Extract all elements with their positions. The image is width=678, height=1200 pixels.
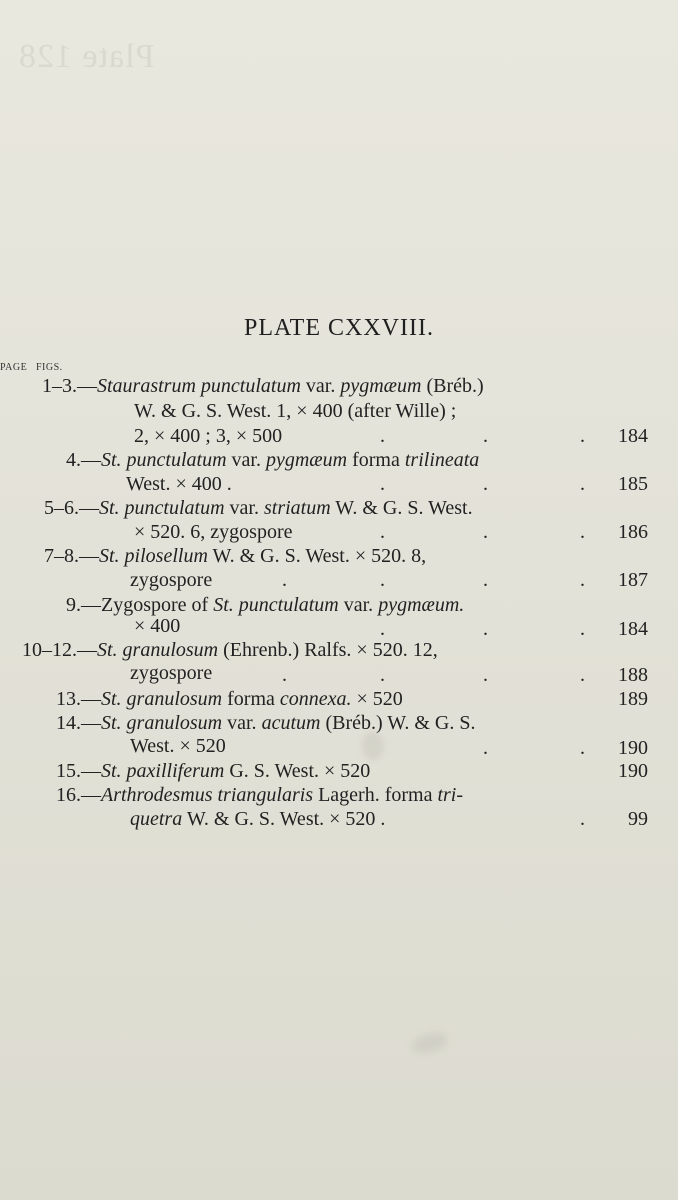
page-header: PAGE bbox=[0, 362, 28, 373]
page-number: 189 bbox=[618, 688, 648, 710]
leader-dot: . bbox=[580, 569, 585, 591]
page-number: 184 bbox=[618, 618, 648, 640]
entry-line: 10–12.—St. granulosum (Ehrenb.) Ralfs. × 520. 12, bbox=[22, 639, 438, 661]
entry-line: W. & G. S. West. 1, × 400 (after Wille) ; bbox=[134, 400, 457, 422]
leader-dot: . bbox=[380, 569, 385, 591]
entry-line: 16.—Arthrodesmus triangularis Lagerh. forma tri- bbox=[56, 784, 464, 806]
page-number: 190 bbox=[618, 737, 648, 759]
leader-dot: . bbox=[483, 521, 488, 543]
entry-line: 13.—St. granulosum forma connexa. × 520 bbox=[56, 688, 403, 710]
leader-dot: . bbox=[483, 425, 488, 447]
entry-line: 4.—St. punctulatum var. pygmæum forma trilineata bbox=[66, 449, 480, 471]
leader-dot: . bbox=[483, 737, 488, 759]
page-number: 190 bbox=[618, 760, 648, 782]
figs-header: FIGS. bbox=[36, 362, 63, 373]
entry-line: quetra W. & G. S. West. × 520 . bbox=[130, 808, 386, 830]
leader-dot: . bbox=[580, 425, 585, 447]
show-through-text: Plate 128 bbox=[18, 38, 155, 75]
leader-dot: . bbox=[380, 618, 385, 640]
leader-dot: . bbox=[580, 473, 585, 495]
entry-line: 7–8.—St. pilosellum W. & G. S. West. × 520. 8, bbox=[44, 545, 427, 567]
entry-line: 1–3.—Staurastrum punctulatum var. pygmæum (Bréb.) bbox=[42, 375, 484, 397]
page-number: 187 bbox=[618, 569, 648, 591]
entry-line: zygospore bbox=[130, 569, 213, 591]
entry-line: West. × 400 . bbox=[126, 473, 232, 495]
entry-line: 15.—St. paxilliferum G. S. West. × 520 bbox=[56, 760, 371, 782]
leader-dot: . bbox=[380, 664, 385, 686]
entry-line: 14.—St. granulosum var. acutum (Bréb.) W. & G. S. bbox=[56, 712, 476, 734]
leader-dot: . bbox=[580, 521, 585, 543]
entry-line: West. × 520 bbox=[130, 735, 226, 757]
leader-dot: . bbox=[483, 473, 488, 495]
entry-line: × 400 bbox=[134, 615, 181, 637]
leader-dot: . bbox=[380, 521, 385, 543]
leader-dot: . bbox=[580, 618, 585, 640]
leader-dot: . bbox=[580, 808, 585, 830]
entry-line: 2, × 400 ; 3, × 500 bbox=[134, 425, 283, 447]
page-number: 185 bbox=[618, 473, 648, 495]
leader-dot: . bbox=[483, 664, 488, 686]
leader-dot: . bbox=[282, 664, 287, 686]
entry-line: 5–6.—St. punctulatum var. striatum W. & G. S. West. bbox=[44, 497, 473, 519]
page-number: 186 bbox=[618, 521, 648, 543]
entry-line: × 520. 6, zygospore bbox=[134, 521, 293, 543]
leader-dot: . bbox=[282, 569, 287, 591]
page-number: 184 bbox=[618, 425, 648, 447]
leader-dot: . bbox=[380, 473, 385, 495]
plate-title: PLATE CXXVIII. bbox=[244, 315, 434, 341]
page-number: 188 bbox=[618, 664, 648, 686]
entry-line: zygospore bbox=[130, 662, 213, 684]
entry-line: 9.—Zygospore of St. punctulatum var. pygmæum. bbox=[66, 594, 465, 616]
leader-dot: . bbox=[483, 569, 488, 591]
leader-dot: . bbox=[483, 618, 488, 640]
leader-dot: . bbox=[380, 425, 385, 447]
leader-dot: . bbox=[580, 737, 585, 759]
leader-dot: . bbox=[580, 664, 585, 686]
page-number: 99 bbox=[628, 808, 648, 830]
